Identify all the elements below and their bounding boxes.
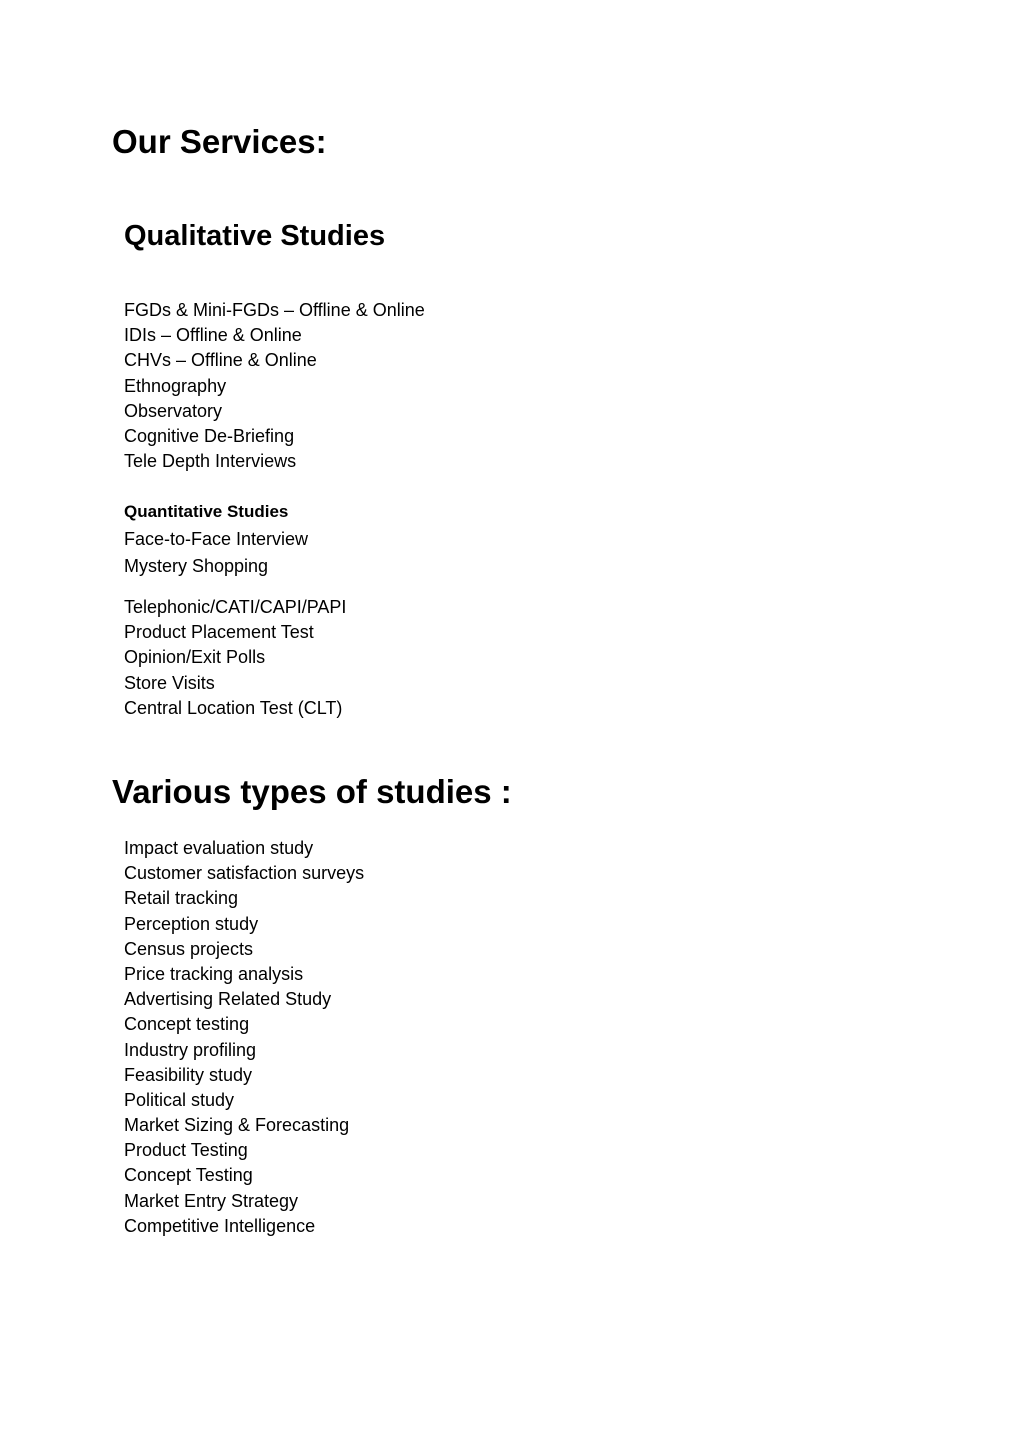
list-item: Impact evaluation study xyxy=(124,838,314,858)
list-item: Face-to-Face Interview xyxy=(124,529,309,549)
list-item: Political study xyxy=(124,1089,235,1110)
list-item: Mystery Shopping xyxy=(124,556,269,576)
list-item: Opinion/Exit Polls xyxy=(124,647,266,668)
list-item: Competitive Intelligence xyxy=(124,1215,316,1236)
qualitative-list xyxy=(124,298,425,474)
studies-heading: Various types of studies : xyxy=(112,773,512,810)
list-item: Observatory xyxy=(124,400,223,421)
list-item: Product Testing xyxy=(124,1140,248,1161)
list-item: IDIs – Offline & Online xyxy=(124,325,302,346)
quantitative-list-b xyxy=(124,595,346,721)
list-item: Concept testing xyxy=(124,1014,250,1035)
list-item: Product Placement Test xyxy=(124,622,314,643)
list-item: Customer satisfaction surveys xyxy=(124,863,365,884)
quantitative-heading: Quantitative Studies xyxy=(124,502,289,521)
qualitative-heading: Qualitative Studies xyxy=(124,220,386,252)
list-item: Store Visits xyxy=(124,672,215,693)
list-item: Ethnography xyxy=(124,375,227,396)
list-item: Central Location Test (CLT) xyxy=(124,697,343,718)
list-item: Telephonic/CATI/CAPI/PAPI xyxy=(124,597,347,617)
quantitative-list-a xyxy=(124,526,308,580)
list-item: Industry profiling xyxy=(124,1039,257,1060)
list-item: Retail tracking xyxy=(124,888,239,909)
list-item: Census projects xyxy=(124,938,254,959)
list-item: Price tracking analysis xyxy=(124,963,304,984)
list-item: Feasibility study xyxy=(124,1064,253,1085)
list-item: Market Sizing & Forecasting xyxy=(124,1115,350,1136)
list-item: Cognitive De-Briefing xyxy=(124,425,295,446)
list-item: Market Entry Strategy xyxy=(124,1190,299,1211)
list-item: CHVs – Offline & Online xyxy=(124,350,317,371)
list-item: Tele Depth Interviews xyxy=(124,451,297,472)
list-item: Perception study xyxy=(124,913,259,934)
list-item: Advertising Related Study xyxy=(124,989,332,1010)
list-item: FGDs & Mini-FGDs – Offline & Online xyxy=(124,300,425,320)
studies-list xyxy=(124,836,364,1239)
list-item: Concept Testing xyxy=(124,1165,253,1186)
services-heading: Our Services: xyxy=(112,123,327,160)
